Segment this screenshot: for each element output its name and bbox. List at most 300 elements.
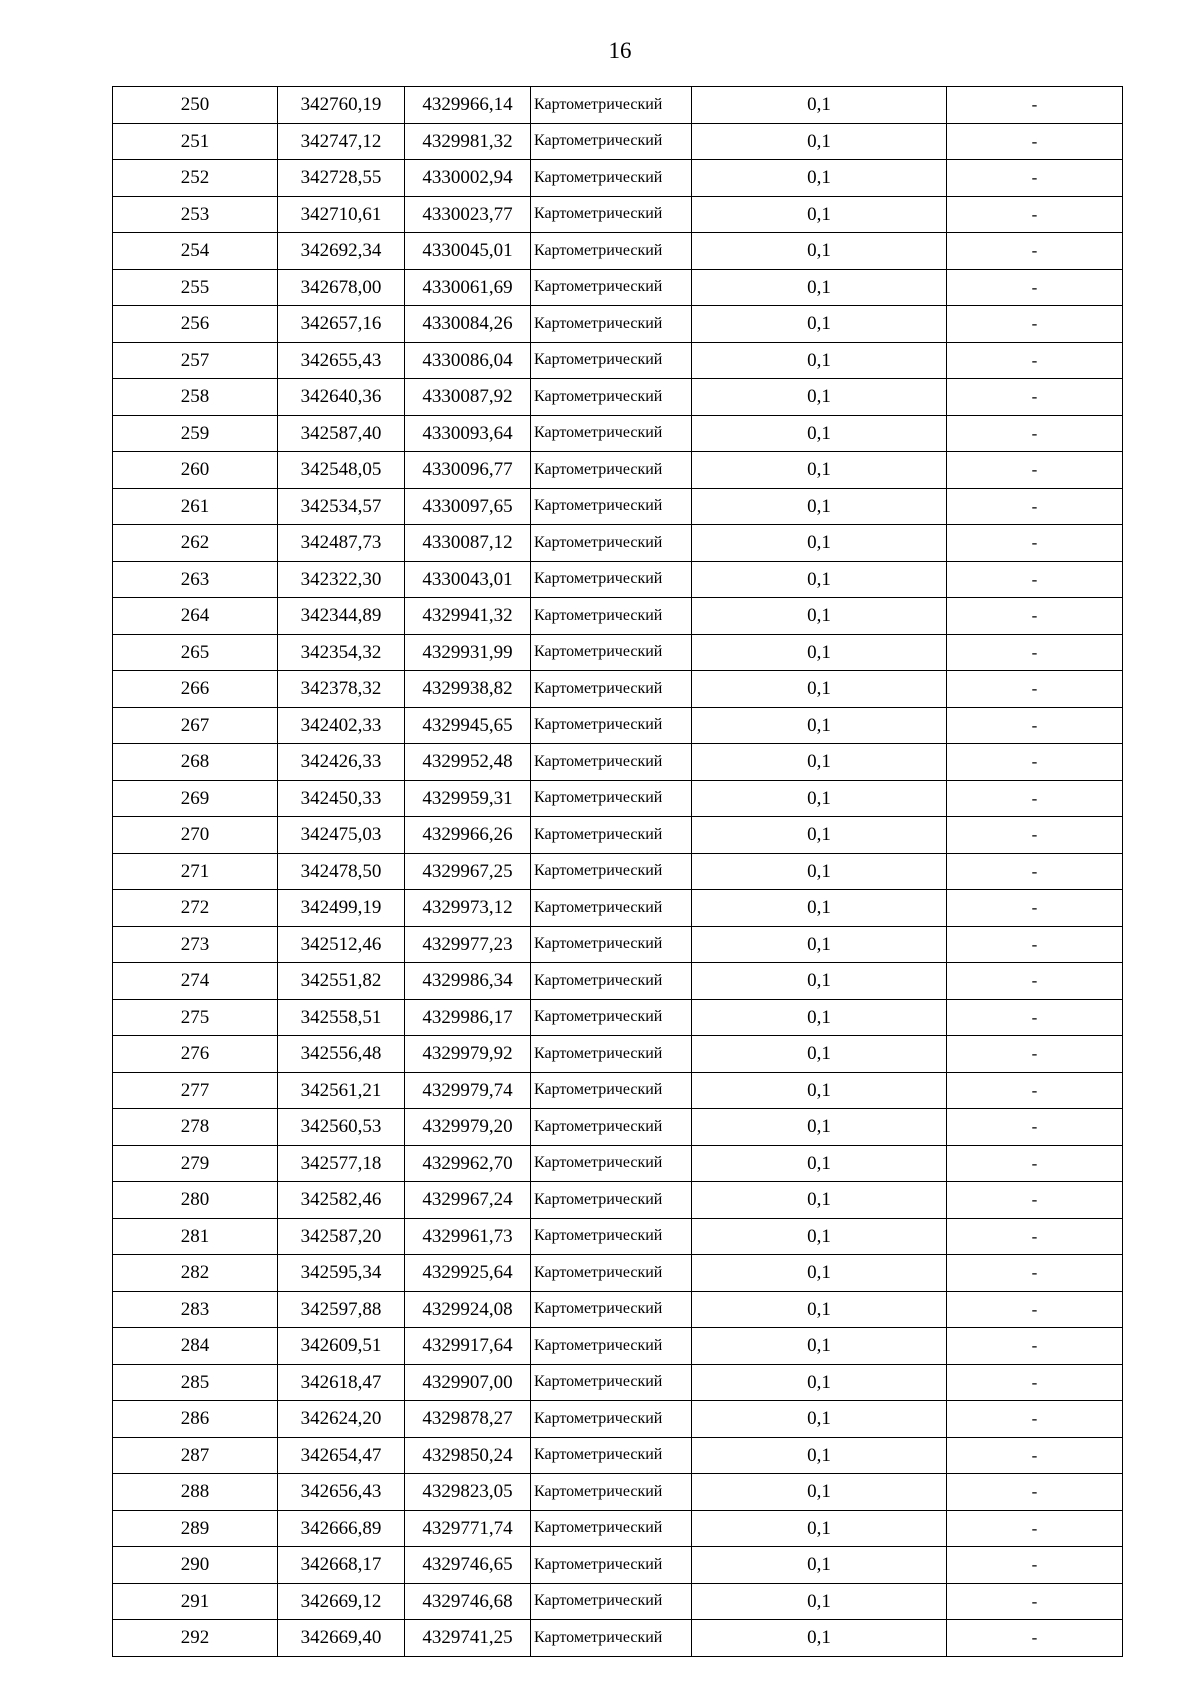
y-coordinate-cell: 4330086,04 [405, 342, 531, 379]
method-cell: Картометрический [531, 160, 692, 197]
accuracy-cell: 0,1 [692, 963, 947, 1000]
x-coordinate-cell: 342450,33 [278, 780, 405, 817]
note-cell: - [947, 598, 1123, 635]
x-coordinate-cell: 342728,55 [278, 160, 405, 197]
y-coordinate-cell: 4329941,32 [405, 598, 531, 635]
x-coordinate-cell: 342534,57 [278, 488, 405, 525]
method-cell: Картометрический [531, 671, 692, 708]
table-row [113, 890, 1123, 927]
accuracy-cell: 0,1 [692, 123, 947, 160]
note-cell: - [947, 634, 1123, 671]
note-cell: - [947, 1401, 1123, 1438]
table-row [113, 634, 1123, 671]
table-row [113, 598, 1123, 635]
method-cell: Картометрический [531, 87, 692, 124]
y-coordinate-cell: 4329741,25 [405, 1620, 531, 1657]
y-coordinate-cell: 4329945,65 [405, 707, 531, 744]
point-number-cell: 270 [113, 817, 278, 854]
method-cell: Картометрический [531, 707, 692, 744]
table-row [113, 561, 1123, 598]
accuracy-cell: 0,1 [692, 1401, 947, 1438]
note-cell: - [947, 1036, 1123, 1073]
x-coordinate-cell: 342692,34 [278, 233, 405, 270]
note-cell: - [947, 1255, 1123, 1292]
y-coordinate-cell: 4329979,92 [405, 1036, 531, 1073]
accuracy-cell: 0,1 [692, 707, 947, 744]
table-row [113, 1474, 1123, 1511]
method-cell: Картометрический [531, 1401, 692, 1438]
note-cell: - [947, 744, 1123, 781]
table-row [113, 452, 1123, 489]
accuracy-cell: 0,1 [692, 488, 947, 525]
accuracy-cell: 0,1 [692, 890, 947, 927]
accuracy-cell: 0,1 [692, 1218, 947, 1255]
y-coordinate-cell: 4330023,77 [405, 196, 531, 233]
method-cell: Картометрический [531, 1328, 692, 1365]
y-coordinate-cell: 4330097,65 [405, 488, 531, 525]
table-row [113, 196, 1123, 233]
point-number-cell: 256 [113, 306, 278, 343]
y-coordinate-cell: 4329966,14 [405, 87, 531, 124]
table-row [113, 233, 1123, 270]
accuracy-cell: 0,1 [692, 452, 947, 489]
method-cell: Картометрический [531, 488, 692, 525]
y-coordinate-cell: 4329962,70 [405, 1145, 531, 1182]
point-number-cell: 267 [113, 707, 278, 744]
x-coordinate-cell: 342666,89 [278, 1510, 405, 1547]
method-cell: Картометрический [531, 598, 692, 635]
x-coordinate-cell: 342624,20 [278, 1401, 405, 1438]
method-cell: Картометрический [531, 525, 692, 562]
table-row [113, 780, 1123, 817]
point-number-cell: 269 [113, 780, 278, 817]
point-number-cell: 262 [113, 525, 278, 562]
table-row [113, 707, 1123, 744]
y-coordinate-cell: 4329746,68 [405, 1583, 531, 1620]
method-cell: Картометрический [531, 1036, 692, 1073]
y-coordinate-cell: 4329850,24 [405, 1437, 531, 1474]
accuracy-cell: 0,1 [692, 1328, 947, 1365]
point-number-cell: 283 [113, 1291, 278, 1328]
x-coordinate-cell: 342710,61 [278, 196, 405, 233]
accuracy-cell: 0,1 [692, 1547, 947, 1584]
table-row [113, 1364, 1123, 1401]
x-coordinate-cell: 342618,47 [278, 1364, 405, 1401]
accuracy-cell: 0,1 [692, 853, 947, 890]
point-number-cell: 290 [113, 1547, 278, 1584]
point-number-cell: 288 [113, 1474, 278, 1511]
point-number-cell: 287 [113, 1437, 278, 1474]
method-cell: Картометрический [531, 1364, 692, 1401]
y-coordinate-cell: 4329977,23 [405, 926, 531, 963]
y-coordinate-cell: 4329981,32 [405, 123, 531, 160]
point-number-cell: 251 [113, 123, 278, 160]
x-coordinate-cell: 342609,51 [278, 1328, 405, 1365]
x-coordinate-cell: 342548,05 [278, 452, 405, 489]
accuracy-cell: 0,1 [692, 1437, 947, 1474]
x-coordinate-cell: 342478,50 [278, 853, 405, 890]
method-cell: Картометрический [531, 1510, 692, 1547]
note-cell: - [947, 452, 1123, 489]
point-number-cell: 260 [113, 452, 278, 489]
table-row [113, 817, 1123, 854]
x-coordinate-cell: 342747,12 [278, 123, 405, 160]
table-row [113, 744, 1123, 781]
note-cell: - [947, 233, 1123, 270]
method-cell: Картометрический [531, 1437, 692, 1474]
accuracy-cell: 0,1 [692, 1072, 947, 1109]
point-number-cell: 279 [113, 1145, 278, 1182]
coordinates-table-body [113, 87, 1123, 1657]
point-number-cell: 291 [113, 1583, 278, 1620]
method-cell: Картометрический [531, 926, 692, 963]
method-cell: Картометрический [531, 233, 692, 270]
note-cell: - [947, 1182, 1123, 1219]
note-cell: - [947, 1218, 1123, 1255]
method-cell: Картометрический [531, 1291, 692, 1328]
note-cell: - [947, 1620, 1123, 1657]
y-coordinate-cell: 4329952,48 [405, 744, 531, 781]
note-cell: - [947, 817, 1123, 854]
accuracy-cell: 0,1 [692, 1255, 947, 1292]
x-coordinate-cell: 342402,33 [278, 707, 405, 744]
method-cell: Картометрический [531, 561, 692, 598]
note-cell: - [947, 1145, 1123, 1182]
y-coordinate-cell: 4329823,05 [405, 1474, 531, 1511]
point-number-cell: 259 [113, 415, 278, 452]
note-cell: - [947, 1547, 1123, 1584]
y-coordinate-cell: 4330002,94 [405, 160, 531, 197]
table-row [113, 415, 1123, 452]
accuracy-cell: 0,1 [692, 999, 947, 1036]
table-row [113, 342, 1123, 379]
table-row [113, 1583, 1123, 1620]
y-coordinate-cell: 4330096,77 [405, 452, 531, 489]
method-cell: Картометрический [531, 744, 692, 781]
method-cell: Картометрический [531, 306, 692, 343]
y-coordinate-cell: 4330043,01 [405, 561, 531, 598]
x-coordinate-cell: 342561,21 [278, 1072, 405, 1109]
note-cell: - [947, 525, 1123, 562]
point-number-cell: 255 [113, 269, 278, 306]
accuracy-cell: 0,1 [692, 598, 947, 635]
table-row [113, 306, 1123, 343]
point-number-cell: 273 [113, 926, 278, 963]
note-cell: - [947, 269, 1123, 306]
accuracy-cell: 0,1 [692, 1620, 947, 1657]
note-cell: - [947, 123, 1123, 160]
table-row [113, 1510, 1123, 1547]
x-coordinate-cell: 342640,36 [278, 379, 405, 416]
point-number-cell: 284 [113, 1328, 278, 1365]
method-cell: Картометрический [531, 1218, 692, 1255]
table-row [113, 926, 1123, 963]
table-row [113, 999, 1123, 1036]
x-coordinate-cell: 342587,40 [278, 415, 405, 452]
x-coordinate-cell: 342654,47 [278, 1437, 405, 1474]
y-coordinate-cell: 4329907,00 [405, 1364, 531, 1401]
accuracy-cell: 0,1 [692, 160, 947, 197]
point-number-cell: 278 [113, 1109, 278, 1146]
method-cell: Картометрический [531, 452, 692, 489]
y-coordinate-cell: 4330087,12 [405, 525, 531, 562]
table-row [113, 1145, 1123, 1182]
table-row [113, 1291, 1123, 1328]
y-coordinate-cell: 4330061,69 [405, 269, 531, 306]
table-row [113, 269, 1123, 306]
y-coordinate-cell: 4329986,17 [405, 999, 531, 1036]
point-number-cell: 272 [113, 890, 278, 927]
y-coordinate-cell: 4329979,74 [405, 1072, 531, 1109]
method-cell: Картометрический [531, 269, 692, 306]
point-number-cell: 275 [113, 999, 278, 1036]
y-coordinate-cell: 4329986,34 [405, 963, 531, 1000]
note-cell: - [947, 926, 1123, 963]
accuracy-cell: 0,1 [692, 1109, 947, 1146]
note-cell: - [947, 342, 1123, 379]
accuracy-cell: 0,1 [692, 1182, 947, 1219]
accuracy-cell: 0,1 [692, 306, 947, 343]
x-coordinate-cell: 342656,43 [278, 1474, 405, 1511]
method-cell: Картометрический [531, 963, 692, 1000]
point-number-cell: 257 [113, 342, 278, 379]
x-coordinate-cell: 342577,18 [278, 1145, 405, 1182]
accuracy-cell: 0,1 [692, 415, 947, 452]
table-row [113, 1620, 1123, 1657]
table-row [113, 1036, 1123, 1073]
table-row [113, 853, 1123, 890]
method-cell: Картометрический [531, 1182, 692, 1219]
table-row [113, 1547, 1123, 1584]
y-coordinate-cell: 4329924,08 [405, 1291, 531, 1328]
method-cell: Картометрический [531, 123, 692, 160]
point-number-cell: 252 [113, 160, 278, 197]
page-number: 16 [608, 38, 632, 63]
note-cell: - [947, 160, 1123, 197]
accuracy-cell: 0,1 [692, 926, 947, 963]
method-cell: Картометрический [531, 379, 692, 416]
method-cell: Картометрический [531, 890, 692, 927]
y-coordinate-cell: 4329746,65 [405, 1547, 531, 1584]
point-number-cell: 265 [113, 634, 278, 671]
y-coordinate-cell: 4329966,26 [405, 817, 531, 854]
point-number-cell: 250 [113, 87, 278, 124]
method-cell: Картометрический [531, 1547, 692, 1584]
table-row [113, 963, 1123, 1000]
point-number-cell: 268 [113, 744, 278, 781]
method-cell: Картометрический [531, 634, 692, 671]
x-coordinate-cell: 342475,03 [278, 817, 405, 854]
table-row [113, 1401, 1123, 1438]
method-cell: Картометрический [531, 817, 692, 854]
point-number-cell: 254 [113, 233, 278, 270]
point-number-cell: 277 [113, 1072, 278, 1109]
table-row [113, 671, 1123, 708]
point-number-cell: 285 [113, 1364, 278, 1401]
method-cell: Картометрический [531, 853, 692, 890]
x-coordinate-cell: 342597,88 [278, 1291, 405, 1328]
table-row [113, 1218, 1123, 1255]
y-coordinate-cell: 4329771,74 [405, 1510, 531, 1547]
method-cell: Картометрический [531, 342, 692, 379]
note-cell: - [947, 488, 1123, 525]
note-cell: - [947, 999, 1123, 1036]
note-cell: - [947, 780, 1123, 817]
y-coordinate-cell: 4330087,92 [405, 379, 531, 416]
y-coordinate-cell: 4329961,73 [405, 1218, 531, 1255]
note-cell: - [947, 1109, 1123, 1146]
point-number-cell: 271 [113, 853, 278, 890]
point-number-cell: 253 [113, 196, 278, 233]
x-coordinate-cell: 342551,82 [278, 963, 405, 1000]
y-coordinate-cell: 4330045,01 [405, 233, 531, 270]
accuracy-cell: 0,1 [692, 1036, 947, 1073]
method-cell: Картометрический [531, 780, 692, 817]
point-number-cell: 292 [113, 1620, 278, 1657]
note-cell: - [947, 1364, 1123, 1401]
x-coordinate-cell: 342587,20 [278, 1218, 405, 1255]
note-cell: - [947, 561, 1123, 598]
accuracy-cell: 0,1 [692, 342, 947, 379]
method-cell: Картометрический [531, 415, 692, 452]
method-cell: Картометрический [531, 1145, 692, 1182]
method-cell: Картометрический [531, 1474, 692, 1511]
table-row [113, 87, 1123, 124]
note-cell: - [947, 415, 1123, 452]
accuracy-cell: 0,1 [692, 1364, 947, 1401]
accuracy-cell: 0,1 [692, 780, 947, 817]
method-cell: Картометрический [531, 1620, 692, 1657]
accuracy-cell: 0,1 [692, 634, 947, 671]
y-coordinate-cell: 4329925,64 [405, 1255, 531, 1292]
point-number-cell: 266 [113, 671, 278, 708]
table-row [113, 1109, 1123, 1146]
note-cell: - [947, 1510, 1123, 1547]
method-cell: Картометрический [531, 1109, 692, 1146]
note-cell: - [947, 1583, 1123, 1620]
table-row [113, 525, 1123, 562]
point-number-cell: 280 [113, 1182, 278, 1219]
x-coordinate-cell: 342322,30 [278, 561, 405, 598]
point-number-cell: 276 [113, 1036, 278, 1073]
point-number-cell: 281 [113, 1218, 278, 1255]
note-cell: - [947, 87, 1123, 124]
table-row [113, 1437, 1123, 1474]
x-coordinate-cell: 342669,40 [278, 1620, 405, 1657]
x-coordinate-cell: 342668,17 [278, 1547, 405, 1584]
accuracy-cell: 0,1 [692, 525, 947, 562]
point-number-cell: 282 [113, 1255, 278, 1292]
accuracy-cell: 0,1 [692, 1145, 947, 1182]
note-cell: - [947, 963, 1123, 1000]
y-coordinate-cell: 4329917,64 [405, 1328, 531, 1365]
point-number-cell: 264 [113, 598, 278, 635]
note-cell: - [947, 1072, 1123, 1109]
note-cell: - [947, 1291, 1123, 1328]
table-row [113, 1072, 1123, 1109]
y-coordinate-cell: 4329967,24 [405, 1182, 531, 1219]
accuracy-cell: 0,1 [692, 1510, 947, 1547]
method-cell: Картометрический [531, 1583, 692, 1620]
table-row [113, 123, 1123, 160]
point-number-cell: 289 [113, 1510, 278, 1547]
accuracy-cell: 0,1 [692, 269, 947, 306]
x-coordinate-cell: 342426,33 [278, 744, 405, 781]
x-coordinate-cell: 342655,43 [278, 342, 405, 379]
y-coordinate-cell: 4329967,25 [405, 853, 531, 890]
accuracy-cell: 0,1 [692, 196, 947, 233]
x-coordinate-cell: 342560,53 [278, 1109, 405, 1146]
x-coordinate-cell: 342354,32 [278, 634, 405, 671]
x-coordinate-cell: 342558,51 [278, 999, 405, 1036]
accuracy-cell: 0,1 [692, 744, 947, 781]
y-coordinate-cell: 4329979,20 [405, 1109, 531, 1146]
note-cell: - [947, 379, 1123, 416]
x-coordinate-cell: 342556,48 [278, 1036, 405, 1073]
y-coordinate-cell: 4329931,99 [405, 634, 531, 671]
accuracy-cell: 0,1 [692, 671, 947, 708]
x-coordinate-cell: 342669,12 [278, 1583, 405, 1620]
table-row [113, 1328, 1123, 1365]
note-cell: - [947, 671, 1123, 708]
point-number-cell: 286 [113, 1401, 278, 1438]
y-coordinate-cell: 4330093,64 [405, 415, 531, 452]
y-coordinate-cell: 4329938,82 [405, 671, 531, 708]
table-row [113, 488, 1123, 525]
accuracy-cell: 0,1 [692, 233, 947, 270]
point-number-cell: 274 [113, 963, 278, 1000]
x-coordinate-cell: 342499,19 [278, 890, 405, 927]
y-coordinate-cell: 4329878,27 [405, 1401, 531, 1438]
x-coordinate-cell: 342487,73 [278, 525, 405, 562]
x-coordinate-cell: 342678,00 [278, 269, 405, 306]
note-cell: - [947, 306, 1123, 343]
note-cell: - [947, 196, 1123, 233]
coordinates-table [112, 86, 1123, 1657]
accuracy-cell: 0,1 [692, 87, 947, 124]
note-cell: - [947, 1437, 1123, 1474]
point-number-cell: 261 [113, 488, 278, 525]
note-cell: - [947, 853, 1123, 890]
accuracy-cell: 0,1 [692, 561, 947, 598]
accuracy-cell: 0,1 [692, 379, 947, 416]
method-cell: Картометрический [531, 1255, 692, 1292]
x-coordinate-cell: 342582,46 [278, 1182, 405, 1219]
note-cell: - [947, 890, 1123, 927]
point-number-cell: 263 [113, 561, 278, 598]
table-row [113, 1182, 1123, 1219]
x-coordinate-cell: 342657,16 [278, 306, 405, 343]
method-cell: Картометрический [531, 196, 692, 233]
x-coordinate-cell: 342760,19 [278, 87, 405, 124]
x-coordinate-cell: 342512,46 [278, 926, 405, 963]
y-coordinate-cell: 4329959,31 [405, 780, 531, 817]
method-cell: Картометрический [531, 1072, 692, 1109]
note-cell: - [947, 707, 1123, 744]
accuracy-cell: 0,1 [692, 1583, 947, 1620]
table-row [113, 160, 1123, 197]
table-row [113, 1255, 1123, 1292]
accuracy-cell: 0,1 [692, 1474, 947, 1511]
accuracy-cell: 0,1 [692, 1291, 947, 1328]
x-coordinate-cell: 342595,34 [278, 1255, 405, 1292]
method-cell: Картометрический [531, 999, 692, 1036]
y-coordinate-cell: 4330084,26 [405, 306, 531, 343]
accuracy-cell: 0,1 [692, 817, 947, 854]
x-coordinate-cell: 342378,32 [278, 671, 405, 708]
note-cell: - [947, 1328, 1123, 1365]
note-cell: - [947, 1474, 1123, 1511]
